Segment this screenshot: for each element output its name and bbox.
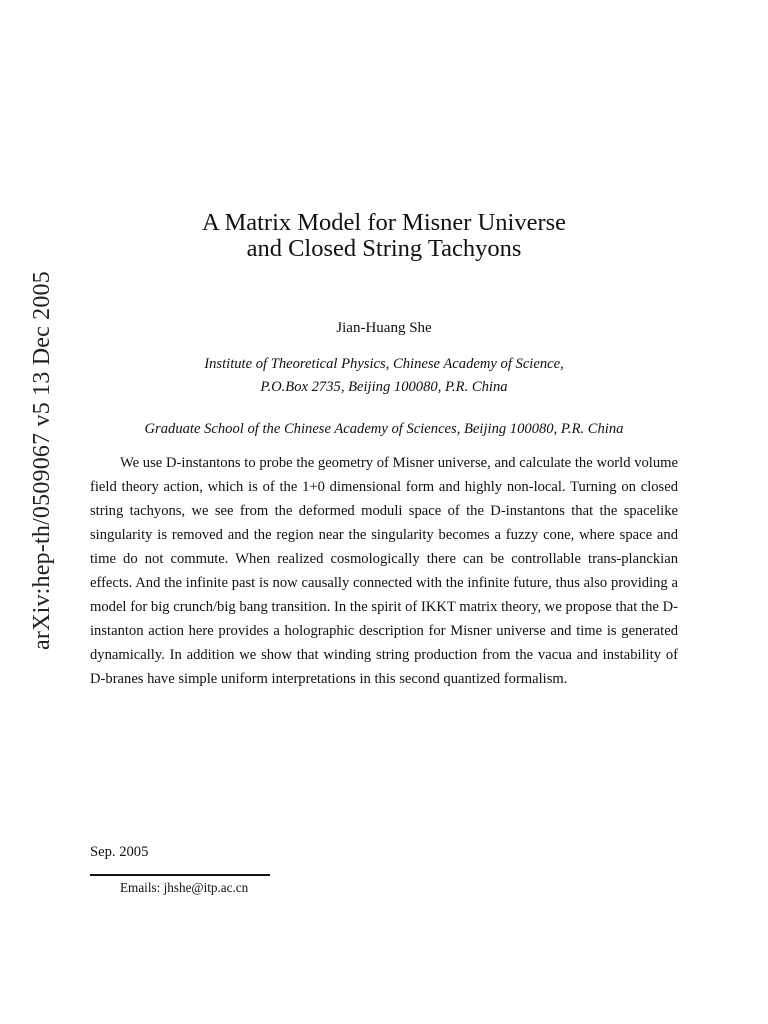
author-name: Jian-Huang She — [336, 320, 432, 336]
affiliation-1-line-2: P.O.Box 2735, Beijing 100080, P.R. China — [260, 379, 508, 395]
title-line-1: A Matrix Model for Misner Universe — [201, 209, 567, 236]
date: Sep. 2005 — [90, 844, 149, 860]
paper-title — [90, 210, 678, 262]
affiliation-2: Graduate School of the Chinese Academy of Sciences, Beijing 100080, P.R. China — [144, 421, 624, 437]
affiliation-1 — [90, 353, 678, 399]
arxiv-identifier — [20, 260, 64, 660]
footnote-email: Emails: jhshe@itp.ac.cn — [120, 880, 249, 895]
footnote-divider — [90, 874, 270, 876]
arxiv-identifier-text: arXiv:hep-th/0509067 v5 13 Dec 2005 — [28, 270, 55, 650]
affiliation-1-line-1: Institute of Theoretical Physics, Chinese Academy of Science, — [204, 356, 564, 372]
abstract: We use D-instantons to probe the geometry of Misner universe, and calculate the world volume field theory action, which is of the 1+0 dimensional form and highly non-local. Turning on closed string tachyons, we see from the deformed moduli space of the D-instantons that the spacelike singularity is removed and the region near the singularity becomes a fuzzy cone, where space and time do not commute. When realized cosmologically there can be controllable trans-planckian effects. And the infinite past is now causally connected with the infinite future, thus also providing a model for big crunch/big bang transition. In the spirit of IKKT matrix theory, we propose that the D-instanton action here provides a holographic description for Misner universe and time is generated dynamically. In addition we show that winding string production from the vacua and instability of D-branes have simple uniform interpretations in this second quantized formalism. — [90, 455, 678, 687]
title-line-2: and Closed String Tachyons — [246, 235, 522, 262]
